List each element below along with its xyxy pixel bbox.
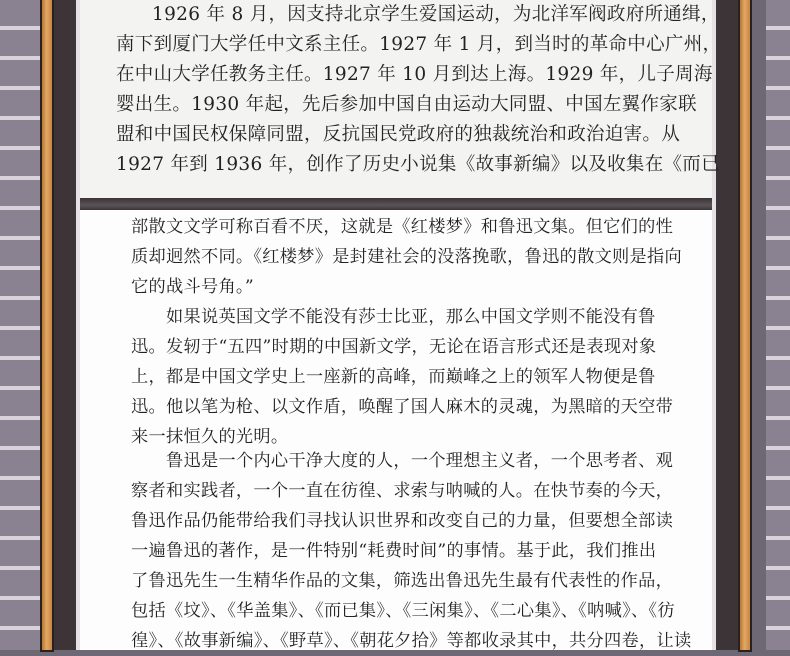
paragraph-2 (80, 302, 712, 452)
p3-line-4: 一遍鲁迅的著作，是一件特别“耗费时间”的事情。基于此，我们推出 (131, 541, 657, 561)
paragraph-3 (80, 446, 712, 656)
top-page-scan (80, 0, 722, 198)
top-line-3: 在中山大学任教务主任。1927 年 10 月到达上海。1929 年，儿子周海 (116, 64, 713, 85)
wood-frame-left (42, 0, 52, 650)
frame-mat-left (54, 0, 76, 650)
p2-line-1: 如果说英国文学不能没有莎士比亚，那么中国文学则不能没有鲁 (166, 307, 656, 327)
p1-line-1: 部散文文学可称百看不厌，这就是《红楼梦》和鲁迅文集。但它们的性 (131, 217, 674, 237)
p3-line-7: 徨》、《故事新编》、《野草》、《朝花夕拾》等都收录其中，共分四卷，让读 (131, 631, 692, 651)
brick-wall-right (766, 0, 790, 650)
paragraph-1 (80, 212, 712, 302)
p2-line-5: 来一抹恒久的光明。 (131, 427, 289, 447)
top-line-5: 盟和中国民权保障同盟，反抗国民党政府的独裁统治和政治迫害。从 (116, 124, 681, 145)
p3-line-6: 包括《坟》、《华盖集》、《而已集》、《三闲集》、《二心集》、《呐喊》、《彷 (131, 601, 675, 621)
top-line-1: 1926 年 8 月，因支持北京学生爱国运动，为北洋军阀政府所通缉， (152, 4, 720, 25)
frame-edge-right (712, 0, 716, 650)
top-line-4: 婴出生。1930 年起，先后参加中国自由运动大同盟、中国左翼作家联 (116, 94, 697, 115)
p3-line-1: 鲁迅是一个内心干净大度的人，一个理想主义者，一个思考者、观 (166, 451, 674, 471)
p3-line-2: 察者和实践者，一个一直在彷徨、求索与呐喊的人。在快节奏的今天， (131, 481, 674, 501)
p2-line-4: 迅。他以笔为枪、以文作盾，唤醒了国人麻木的灵魂，为黑暗的天空带 (131, 397, 674, 417)
p1-line-2: 质却迥然不同。《红楼梦》是封建社会的没落挽歌，鲁迅的散文则是指向 (131, 247, 683, 267)
p3-line-5: 了鲁迅先生一生精华作品的文集，筛选出鲁迅先生最有代表性的作品， (131, 571, 674, 591)
brick-wall-left (0, 0, 40, 650)
top-line-2: 南下到厦门大学任中文系主任。1927 年 1 月，到当时的革命中心广州， (116, 34, 722, 55)
p1-line-3: 它的战斗号角。” (131, 277, 254, 297)
top-line-6: 1927 年到 1936 年，创作了历史小说集《故事新编》以及收集在《而已 (116, 154, 720, 175)
page-divider (80, 198, 712, 210)
frame-mat-right (716, 0, 738, 650)
bottom-page-scan (80, 210, 712, 650)
p2-line-3: 上，都是中国文学史上一座新的高峰，而巅峰之上的领军人物便是鲁 (131, 367, 656, 387)
p2-line-2: 迅。发轫于“五四”时期的中国新文学，无论在语言形式还是表现对象 (131, 337, 657, 357)
top-paragraph (80, 0, 722, 180)
p3-line-3: 鲁迅作品仍能带给我们寻找认识世界和改变自己的力量，但要想全部读 (131, 511, 674, 531)
wood-frame-right (740, 0, 750, 650)
